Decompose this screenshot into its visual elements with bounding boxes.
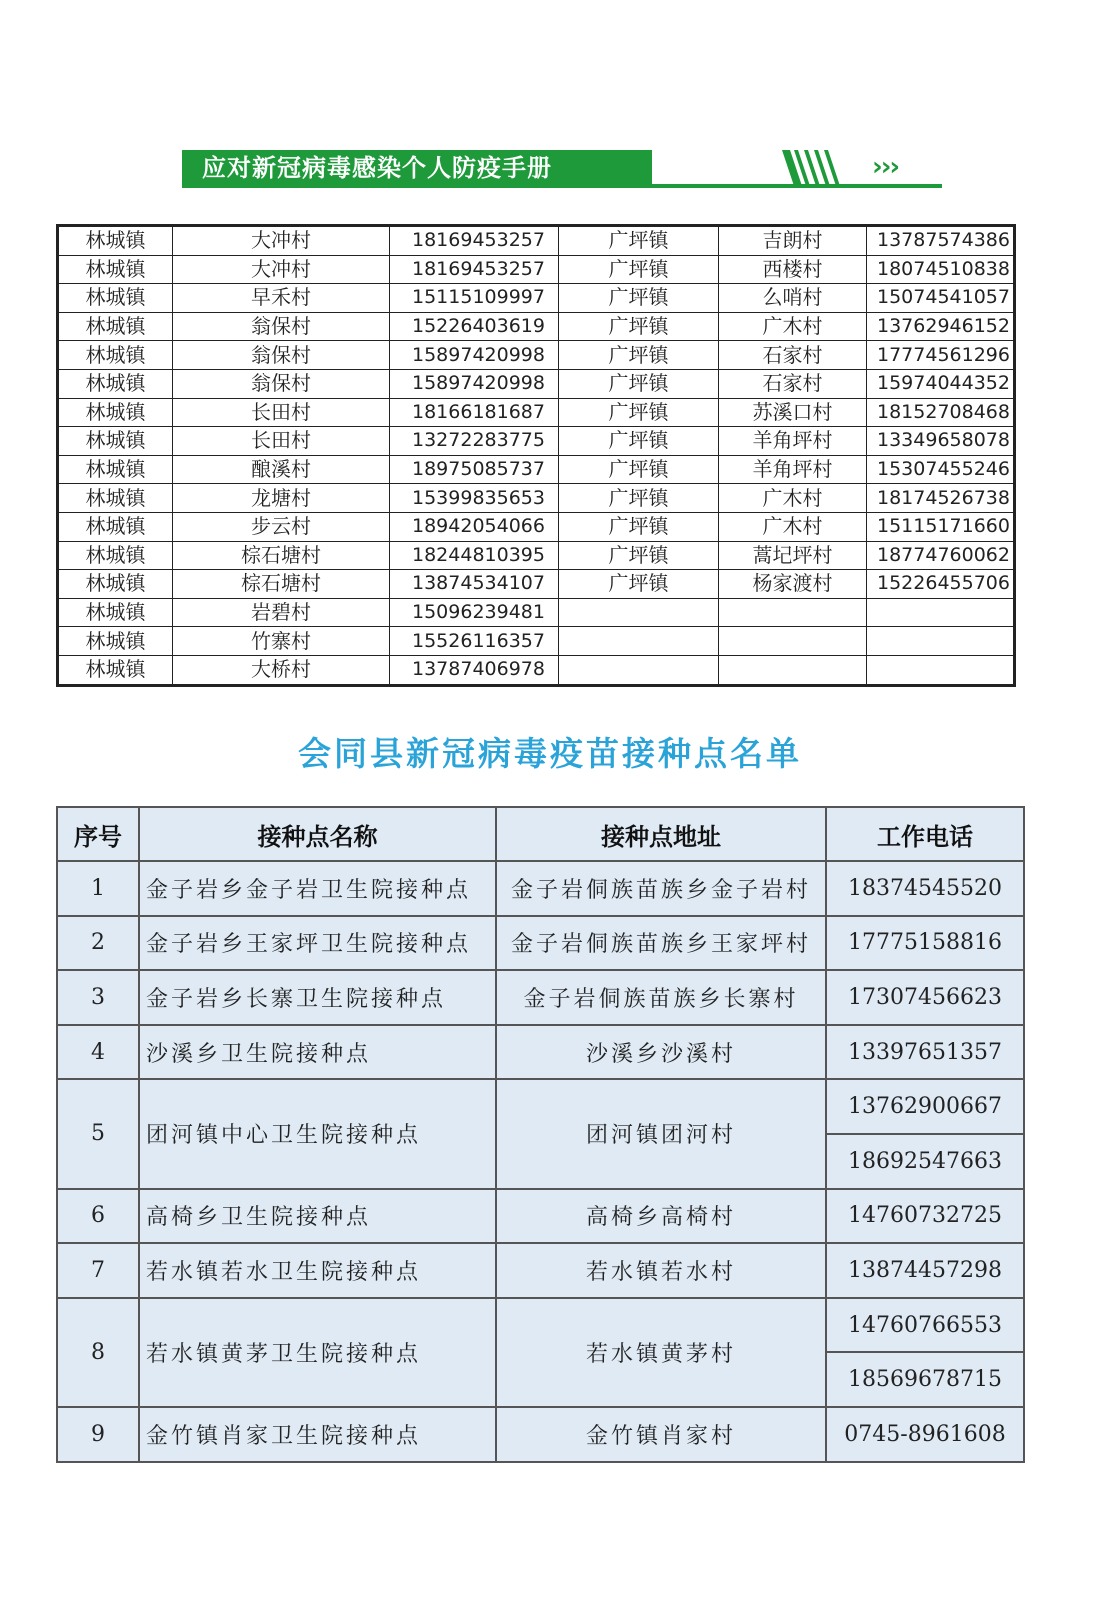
phone-cell: 15897420998 [390, 341, 559, 370]
village-cell: 广木村 [719, 512, 867, 541]
site-address-cell: 沙溪乡沙溪村 [496, 1025, 826, 1080]
header-site-name: 接种点名称 [139, 807, 496, 861]
phone-cell: 18374545520 [826, 861, 1024, 916]
table-row [58, 455, 1015, 484]
phone-cell: 18152708468 [867, 398, 1015, 427]
table-row [58, 398, 1015, 427]
phone-cell: 18569678715 [826, 1352, 1024, 1407]
village-cell: 大冲村 [173, 255, 390, 284]
town-cell: 林城镇 [58, 655, 173, 685]
table-row [57, 1407, 1024, 1462]
village-cell: 翁保村 [173, 312, 390, 341]
table-row [58, 570, 1015, 599]
phone-cell: 17307456623 [826, 970, 1024, 1025]
site-address-cell: 高椅乡高椅村 [496, 1189, 826, 1244]
phone-cell: 15307455246 [867, 455, 1015, 484]
phone-cell: 17775158816 [826, 916, 1024, 971]
town-cell: 林城镇 [58, 427, 173, 456]
town-cell: 广坪镇 [559, 512, 719, 541]
table-row [58, 255, 1015, 284]
town-cell: 林城镇 [58, 570, 173, 599]
phone-cell: 18169453257 [390, 255, 559, 284]
village-cell: 羊角坪村 [719, 427, 867, 456]
table-row [57, 1243, 1024, 1298]
table-row [58, 598, 1015, 627]
phone-cell: 15226455706 [867, 570, 1015, 599]
table-row [57, 1025, 1024, 1080]
village-cell: 早禾村 [173, 284, 390, 313]
town-cell: 林城镇 [58, 455, 173, 484]
town-cell [559, 627, 719, 656]
site-address-cell: 金子岩侗族苗族乡长寨村 [496, 970, 826, 1025]
site-name-cell: 金子岩乡长寨卫生院接种点 [139, 970, 496, 1025]
phone-cell: 13349658078 [867, 427, 1015, 456]
town-cell: 林城镇 [58, 484, 173, 513]
town-cell: 林城镇 [58, 398, 173, 427]
phone-cell: 13874534107 [390, 570, 559, 599]
town-cell: 广坪镇 [559, 455, 719, 484]
row-number-cell: 4 [57, 1025, 139, 1080]
village-cell: 吉朗村 [719, 226, 867, 256]
village-cell: 石家村 [719, 369, 867, 398]
banner-arrows-icon: ››› [872, 152, 899, 182]
table-row [57, 1189, 1024, 1244]
village-cell: 翁保村 [173, 341, 390, 370]
village-cell: 翁保村 [173, 369, 390, 398]
town-cell: 广坪镇 [559, 226, 719, 256]
site-address-cell: 金竹镇肖家村 [496, 1407, 826, 1462]
town-cell: 林城镇 [58, 341, 173, 370]
village-cell: 大冲村 [173, 226, 390, 256]
phone-cell: 0745-8961608 [826, 1407, 1024, 1462]
phone-cell: 14760766553 [826, 1298, 1024, 1353]
table-row [58, 627, 1015, 656]
table-row [57, 916, 1024, 971]
town-cell: 广坪镇 [559, 398, 719, 427]
phone-cell: 13787406978 [390, 655, 559, 685]
table-row [58, 541, 1015, 570]
banner-title: 应对新冠病毒感染个人防疫手册 [202, 154, 552, 182]
village-cell: 杨家渡村 [719, 570, 867, 599]
table-row [58, 655, 1015, 685]
phone-cell: 15115109997 [390, 284, 559, 313]
town-cell [559, 655, 719, 685]
phone-cell: 15897420998 [390, 369, 559, 398]
phone-cell: 15115171660 [867, 512, 1015, 541]
phone-cell: 13874457298 [826, 1243, 1024, 1298]
town-cell: 林城镇 [58, 541, 173, 570]
village-cell: 西楼村 [719, 255, 867, 284]
town-cell: 广坪镇 [559, 255, 719, 284]
row-number-cell: 3 [57, 970, 139, 1025]
phone-cell: 15096239481 [390, 598, 559, 627]
table-row [58, 512, 1015, 541]
village-cell: 广木村 [719, 312, 867, 341]
phone-cell: 15399835653 [390, 484, 559, 513]
phone-cell: 13397651357 [826, 1025, 1024, 1080]
village-cell: 苏溪口村 [719, 398, 867, 427]
phone-cell: 13272283775 [390, 427, 559, 456]
town-cell: 林城镇 [58, 627, 173, 656]
town-cell: 广坪镇 [559, 369, 719, 398]
village-cell: 么哨村 [719, 284, 867, 313]
table-row [58, 226, 1015, 256]
town-cell: 林城镇 [58, 226, 173, 256]
town-cell: 广坪镇 [559, 541, 719, 570]
phone-cell: 18942054066 [390, 512, 559, 541]
header-phone: 工作电话 [826, 807, 1024, 861]
village-cell: 棕石塘村 [173, 570, 390, 599]
phone-cell: 18169453257 [390, 226, 559, 256]
header-site-address: 接种点地址 [496, 807, 826, 861]
village-cell: 长田村 [173, 427, 390, 456]
town-cell [559, 598, 719, 627]
village-cell: 岩碧村 [173, 598, 390, 627]
row-number-cell: 2 [57, 916, 139, 971]
village-cell: 步云村 [173, 512, 390, 541]
site-name-cell: 沙溪乡卫生院接种点 [139, 1025, 496, 1080]
banner-stripes-icon [782, 150, 862, 186]
table-header-row [57, 807, 1024, 861]
table-row [58, 369, 1015, 398]
row-number-cell: 8 [57, 1298, 139, 1407]
village-cell: 棕石塘村 [173, 541, 390, 570]
phone-cell: 13787574386 [867, 226, 1015, 256]
site-name-cell: 金竹镇肖家卫生院接种点 [139, 1407, 496, 1462]
header-no: 序号 [57, 807, 139, 861]
vaccine-sites-table [56, 806, 1025, 1463]
site-address-cell: 金子岩侗族苗族乡金子岩村 [496, 861, 826, 916]
village-cell [719, 598, 867, 627]
site-name-cell: 金子岩乡王家坪卫生院接种点 [139, 916, 496, 971]
village-cell: 龙塘村 [173, 484, 390, 513]
table-row [58, 312, 1015, 341]
site-address-cell: 团河镇团河村 [496, 1079, 826, 1188]
row-number-cell: 6 [57, 1189, 139, 1244]
site-name-cell: 金子岩乡金子岩卫生院接种点 [139, 861, 496, 916]
row-number-cell: 9 [57, 1407, 139, 1462]
village-cell: 广木村 [719, 484, 867, 513]
town-cell: 广坪镇 [559, 427, 719, 456]
phone-cell: 18244810395 [390, 541, 559, 570]
town-cell: 广坪镇 [559, 341, 719, 370]
village-cell: 石家村 [719, 341, 867, 370]
phone-cell: 18074510838 [867, 255, 1015, 284]
phone-cell: 14760732725 [826, 1189, 1024, 1244]
village-cell: 大桥村 [173, 655, 390, 685]
phone-cell: 15226403619 [390, 312, 559, 341]
table-row [57, 970, 1024, 1025]
table-row [58, 284, 1015, 313]
town-cell: 林城镇 [58, 598, 173, 627]
town-cell: 林城镇 [58, 369, 173, 398]
phone-cell: 13762900667 [826, 1079, 1024, 1134]
row-number-cell: 5 [57, 1079, 139, 1188]
phone-cell: 18692547663 [826, 1134, 1024, 1189]
village-cell: 长田村 [173, 398, 390, 427]
phone-cell: 13762946152 [867, 312, 1015, 341]
row-number-cell: 1 [57, 861, 139, 916]
site-name-cell: 若水镇黄茅卫生院接种点 [139, 1298, 496, 1407]
table-row [57, 1298, 1024, 1353]
phone-cell [867, 598, 1015, 627]
table-row [57, 861, 1024, 916]
village-cell: 羊角坪村 [719, 455, 867, 484]
phone-cell: 18174526738 [867, 484, 1015, 513]
village-cell: 竹寨村 [173, 627, 390, 656]
page-banner [182, 150, 942, 190]
site-name-cell: 若水镇若水卫生院接种点 [139, 1243, 496, 1298]
contacts-table [56, 224, 1016, 687]
village-cell [719, 655, 867, 685]
town-cell: 林城镇 [58, 312, 173, 341]
town-cell: 林城镇 [58, 255, 173, 284]
town-cell: 林城镇 [58, 512, 173, 541]
village-cell [719, 627, 867, 656]
site-address-cell: 若水镇若水村 [496, 1243, 826, 1298]
phone-cell [867, 627, 1015, 656]
site-name-cell: 团河镇中心卫生院接种点 [139, 1079, 496, 1188]
phone-cell: 15074541057 [867, 284, 1015, 313]
town-cell: 广坪镇 [559, 284, 719, 313]
table-row [58, 427, 1015, 456]
village-cell: 酿溪村 [173, 455, 390, 484]
phone-cell: 18166181687 [390, 398, 559, 427]
table-row [57, 1079, 1024, 1134]
town-cell: 林城镇 [58, 284, 173, 313]
phone-cell: 15974044352 [867, 369, 1015, 398]
banner-underline [182, 184, 942, 188]
table-row [58, 484, 1015, 513]
phone-cell [867, 655, 1015, 685]
vaccine-list-title: 会同县新冠病毒疫苗接种点名单 [298, 734, 802, 773]
row-number-cell: 7 [57, 1243, 139, 1298]
site-name-cell: 高椅乡卫生院接种点 [139, 1189, 496, 1244]
phone-cell: 17774561296 [867, 341, 1015, 370]
phone-cell: 18975085737 [390, 455, 559, 484]
site-address-cell: 金子岩侗族苗族乡王家坪村 [496, 916, 826, 971]
site-address-cell: 若水镇黄茅村 [496, 1298, 826, 1407]
phone-cell: 15526116357 [390, 627, 559, 656]
village-cell: 蒿圮坪村 [719, 541, 867, 570]
town-cell: 广坪镇 [559, 570, 719, 599]
town-cell: 广坪镇 [559, 484, 719, 513]
phone-cell: 18774760062 [867, 541, 1015, 570]
table-row [58, 341, 1015, 370]
town-cell: 广坪镇 [559, 312, 719, 341]
